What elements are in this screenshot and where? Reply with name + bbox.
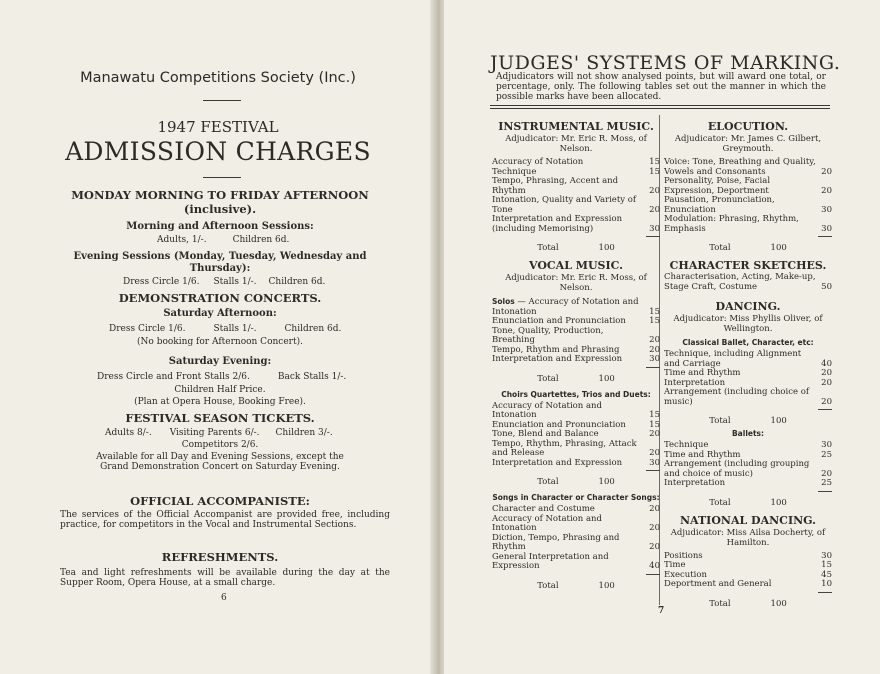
marking-item [664,273,832,292]
elocution-title: ELOCUTION. [707,120,789,133]
elocution-items [664,158,832,234]
marking-item-label: Time and Rhythm [664,368,741,378]
marking-item-points: 30 [649,457,660,468]
marking-item-label: Technique [492,166,537,177]
marking-item-points: 15 [649,166,660,177]
marking-item [492,177,660,196]
season-note-2: Grand Demonstration Concert on Saturday Evening. [100,462,340,472]
marking-item [664,158,832,177]
choirs-total: Total 100 [537,477,615,487]
instrumental-items [492,158,660,234]
marking-item-points: 20 [649,344,660,355]
marking-item-label: Voice: Tone, Breathing and Quality, Vowels and Consonants [664,157,816,177]
season-prices: Adults 8/-. Visiting Parents 6/-. Children 3/-. [105,428,333,438]
marking-item-label: Technique, including Alignment and Carriage [664,349,802,369]
marking-item-label: Enunciation and Pronunciation [492,419,626,430]
marking-item-points: 20 [649,204,660,215]
songs-character-total: Total 100 [537,580,615,591]
morning-heading: Morning and Afternoon Sessions: [126,221,314,232]
marking-item-label: Tone, Quality, Production, Breathing [492,325,604,345]
marking-item [492,459,660,469]
marking-item-points: 30 [649,223,660,234]
instrumental-title: INSTRUMENTAL MUSIC. [498,120,654,133]
marking-item [664,215,832,234]
marking-item-label: Execution [664,569,707,580]
vocal-adjudicator: Adjudicator: Mr. Eric R. Moss, of Nelson. [505,273,647,293]
title-divider [203,100,241,101]
character-sketches-title: CHARACTER SKETCHES. [669,259,827,272]
marking-item-label: Character and Costume [492,504,595,514]
marking-item-label: Arrangement (including grouping and choice of music) [664,459,810,479]
vocal-total: Total 100 [537,373,615,384]
marking-item-label: Accuracy of Notation and Intonation [492,513,602,533]
season-heading: FESTIVAL SEASON TICKETS. [125,411,315,425]
choirs-items [492,402,660,469]
marking-item-label: General Interpretation and Expression [492,551,609,571]
elocution-total: Total 100 [709,243,787,253]
refreshments-text: Tea and light refreshments will be available during the day at the Supper Room, Opera House, at a small charge. [60,568,390,588]
marking-item-label: Time [664,560,686,570]
marking-item [664,552,832,562]
vocal-items [492,297,660,365]
tick-rule [646,236,660,237]
marking-item-points: 20 [821,166,832,177]
classical-total: Total 100 [709,416,787,426]
sat-afternoon-heading: Saturday Afternoon: [163,308,277,319]
sat-afternoon-prices: Dress Circle 1/6. Stalls 1/-. Children 6d. [109,324,342,334]
songs-character-title: Songs in Character or Character Songs: [492,493,660,502]
marking-item [492,553,660,572]
marking-item-points: 20 [649,335,660,345]
marking-item-points: 50 [821,281,832,292]
season-note-1: Available for all Day and Evening Sessions, except the [96,452,344,462]
sat-evening-prices: Dress Circle and Front Stalls 2/6. Back Stalls 1/-. [97,372,347,382]
page-number-left: 6 [221,593,227,603]
national-title: NATIONAL DANCING. [680,513,816,527]
sat-afternoon-note: (No booking for Afternoon Concert). [137,337,303,347]
marking-item-points: 15 [649,419,660,430]
marking-item [492,534,660,553]
marking-item-label: Enunciation and Pronunciation [492,316,626,326]
songs-character-items [492,505,660,572]
marking-item-label: Pausation, Pronunciation, Enunciation [664,195,775,215]
marking-item-points: 45 [821,569,832,580]
classical-items [664,350,832,407]
marking-item-points: 20 [649,542,660,552]
evening-prices: Dress Circle 1/6. Stalls 1/-. Children 6d. [123,277,326,287]
marking-item-points: 20 [821,396,832,407]
ballets-title: Ballets: [731,429,765,438]
marking-item-label: Arrangement (including choice of music) [664,387,810,407]
marking-item-label: Tone, Blend and Balance [492,429,599,439]
tick-rule [646,574,660,575]
marking-item-points: 20 [649,504,660,514]
marking-item-points: 40 [649,561,660,571]
marking-item [492,327,660,346]
national-items [664,552,832,590]
marking-item-points: 20 [821,185,832,196]
marking-item [492,515,660,534]
sat-evening-heading: Saturday Evening: [168,356,272,367]
marking-item-points: 20 [821,468,832,479]
marking-item [664,388,832,407]
tick-rule [818,592,832,593]
marking-item-label: Technique [664,440,709,450]
marking-item-points: 20 [821,377,832,388]
marking-item-label: Deportment and General [664,579,772,589]
accompaniste-heading: OFFICIAL ACCOMPANISTE: [130,494,310,508]
tick-rule [646,367,660,368]
accompaniste-text: The services of the Official Accompanist are provided free, including practice, for competitors in the Vocal and Instrumental Sections. [60,510,390,530]
evening-heading: Evening Sessions (Monday, Tuesday, Wednesday and Thursday): [73,251,367,274]
marking-item [492,355,660,365]
marking-item-label: Time and Rhythm [664,449,741,460]
sat-evening-children: Children Half Price. [174,385,266,395]
marking-item-points: 20 [821,368,832,378]
tick-rule [646,470,660,471]
marking-item-points: 15 [649,410,660,420]
marking-item-label: Tempo, Rhythm, Phrasing, Attack and Release [492,438,637,458]
left-column [492,116,660,591]
marking-item [492,297,660,317]
instrumental-adjudicator: Adjudicator: Mr. Eric R. Moss, of Nelson. [505,134,647,154]
marking-item [664,350,832,369]
right-page [444,0,880,674]
character-sketches-items [664,273,832,292]
choirs-title: Choirs Quartettes, Trios and Duets: [501,389,651,399]
marking-item-points: 20 [649,523,660,533]
tick-rule [818,409,832,410]
marking-item [664,580,832,590]
marking-item-points: 30 [821,440,832,450]
marking-item-label: Accuracy of Notation and Intonation [492,400,602,420]
vocal-title: VOCAL MUSIC. [528,259,624,272]
left-page [0,0,436,674]
mon-fri-heading: MONDAY MORNING TO FRIDAY AFTERNOON (inclusive). [71,188,369,216]
marking-item-label: Interpretation and Expression [492,457,623,468]
marking-item-label: Characterisation, Acting, Make-up, Stage Craft, Costume [664,272,816,292]
marking-item-points: 20 [649,429,660,439]
marking-item-label: Personality, Poise, Facial Expression, Deportment [664,176,771,196]
marking-item-label: Tempo, Phrasing, Accent and Rhythm [492,176,619,196]
ballets-items [664,441,832,489]
sat-evening-plan: (Plan at Opera House, Booking Free). [134,397,306,407]
marking-item-label: Accuracy of Notation [492,157,584,167]
morning-prices: Adults, 1/-. Children 6d. [157,235,290,245]
marking-item [664,479,832,489]
marking-item-points: 15 [649,316,660,326]
dancing-adjudicator: Adjudicator: Miss Phyllis Oliver, of Wellington. [673,314,823,334]
tick-rule [818,236,832,237]
page-number-right: 7 [658,606,665,616]
marking-item-points: 15 [649,306,660,317]
ballets-total: Total 100 [709,497,787,508]
marking-item-points: 30 [821,550,832,561]
tick-rule [818,491,832,492]
heading-rule-1 [490,105,830,106]
marking-item-points: 15 [821,560,832,570]
marking-item-label: Interpretation [664,478,726,488]
marking-item-label: Intonation, Quality and Variety of Tone [492,195,637,215]
dancing-title: DANCING. [715,300,781,313]
org-title: Manawatu Competitions Society (Inc.) [80,70,356,86]
right-column [664,116,832,609]
marking-item-points: 30 [821,223,832,234]
marking-item-label: Solos — Accuracy of Notation and Intonation [492,297,639,317]
marking-item-points: 15 [649,157,660,167]
refreshments-heading: REFRESHMENTS. [161,550,279,564]
marking-item-label: Interpretation and Expression [492,354,623,364]
admission-heading: ADMISSION CHARGES [65,137,371,166]
elocution-adjudicator: Adjudicator: Mr. James C. Gilbert, Greymouth. [674,134,822,154]
marking-item-label: Interpretation and Expression (including Memorising) [492,214,623,234]
admission-divider [203,177,241,178]
season-competitors: Competitors 2/6. [181,440,259,450]
marking-item-points: 20 [649,185,660,196]
marking-item-points: 10 [821,579,832,589]
marking-item [492,440,660,459]
demo-heading: DEMONSTRATION CONCERTS. [118,291,322,305]
national-total: Total 100 [709,598,787,609]
marking-item-points: 25 [821,478,832,488]
marking-item-label: Interpretation [664,377,726,388]
marking-item-label: Tempo, Rhythm and Phrasing [492,344,620,355]
marking-item-label: Positions [664,550,703,561]
marking-item-label: Diction, Tempo, Phrasing and Rhythm [492,532,620,552]
instrumental-total: Total 100 [537,243,615,253]
marking-item-points: 30 [821,204,832,215]
marking-intro: Adjudicators will not show analysed points, but will award one total, or percentage, only. The following tables set out the manner in which the possible marks have been allocated. [496,72,826,102]
classical-title: Classical Ballet, Character, etc: [682,338,814,347]
marking-item [492,215,660,234]
judges-heading: JUDGES' SYSTEMS OF MARKING. [490,52,841,74]
marking-item-points: 25 [821,449,832,460]
marking-item-points: 40 [821,358,832,369]
marking-item [664,460,832,479]
marking-item-points: 20 [649,448,660,458]
marking-item [492,196,660,215]
heading-rule-2 [490,108,830,109]
marking-item [664,196,832,215]
marking-item [492,402,660,421]
solos-prefix: Solos [492,297,518,306]
marking-item-label: Modulation: Phrasing, Rhythm, Emphasis [664,214,799,234]
national-adjudicator: Adjudicator: Miss Ailsa Docherty, of Hamilton. [670,527,826,548]
festival-year: 1947 FESTIVAL [157,118,279,136]
marking-item-points: 30 [649,354,660,364]
marking-item [664,177,832,196]
